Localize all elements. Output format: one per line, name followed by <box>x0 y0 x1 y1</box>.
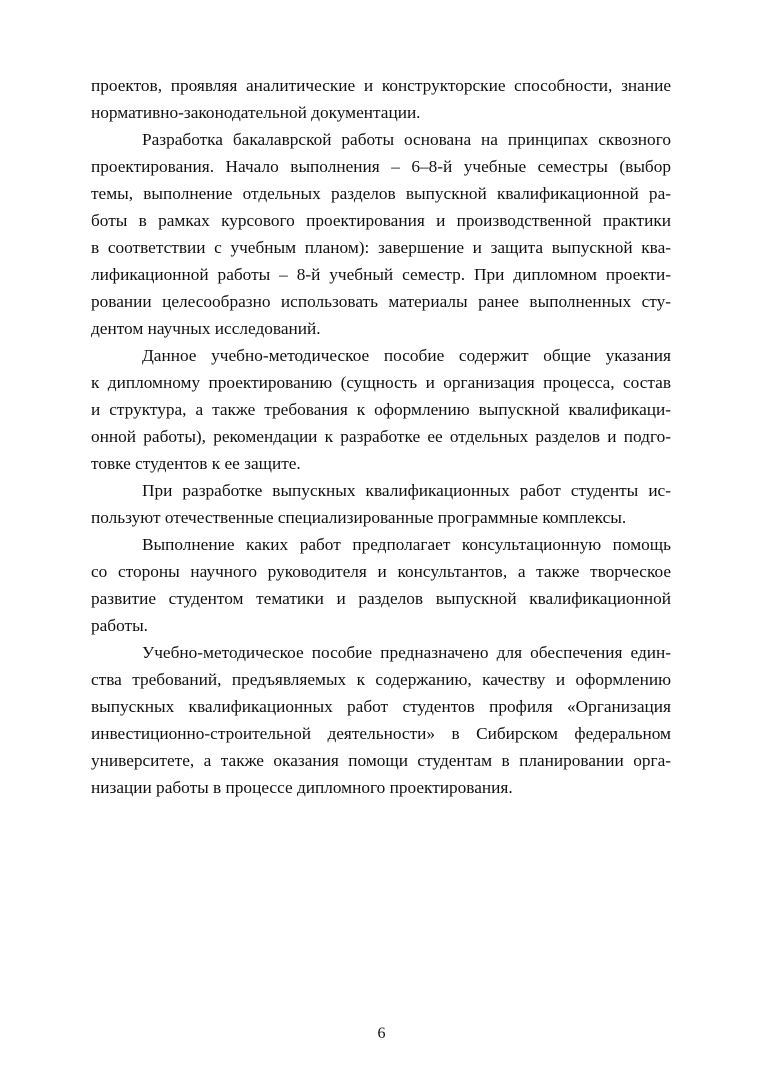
text-line: университете, а также оказания помощи студентам в планировании орга- <box>91 751 671 770</box>
text-line: Учебно-методическое пособие предназначено для обеспечения един- <box>142 643 671 662</box>
text-line: пользуют отечественные специализированные программные комплексы. <box>91 508 627 527</box>
text-line: со стороны научного руководителя и консультантов, а также творческое <box>91 562 671 581</box>
document-body <box>91 72 671 801</box>
text-line: товке студентов к ее защите. <box>91 454 301 473</box>
text-line: дентом научных исследований. <box>91 319 321 338</box>
text-line: проектов, проявляя аналитические и конструкторские способности, знание <box>91 76 671 95</box>
text-line: и структура, а также требования к оформлению выпускной квалификаци- <box>91 400 671 419</box>
text-line: При разработке выпускных квалификационных работ студенты ис- <box>142 481 671 500</box>
paragraph-manual-contents <box>91 342 671 477</box>
text-line: темы, выполнение отдельных разделов выпускной квалификационной ра- <box>91 184 671 203</box>
text-line: к дипломному проектированию (сущность и организация процесса, состав <box>91 373 671 392</box>
text-line: работы. <box>91 616 148 635</box>
text-line: проектирования. Начало выполнения – 6–8-й учебные семестры (выбор <box>91 157 671 176</box>
text-line: боты в рамках курсового проектирования и производственной практики <box>91 211 671 230</box>
text-line: выпускных квалификационных работ студентов профиля «Организация <box>91 697 671 716</box>
text-line: лификационной работы – 8-й учебный семестр. При дипломном проекти- <box>91 265 671 284</box>
text-line: Данное учебно-методическое пособие содержит общие указания <box>142 346 671 365</box>
text-line: ровании целесообразно использовать материалы ранее выполненных сту- <box>91 292 671 311</box>
text-line: низации работы в процессе дипломного проектирования. <box>91 778 513 797</box>
text-line: в соответствии с учебным планом): завершение и защита выпускной ква- <box>91 238 671 257</box>
paragraph-continuation <box>91 72 671 126</box>
paragraph-development <box>91 126 671 342</box>
paragraph-purpose <box>91 639 671 801</box>
text-line: развитие студентом тематики и разделов выпускной квалификационной <box>91 589 671 608</box>
text-line: ства требований, предъявляемых к содержанию, качеству и оформлению <box>91 670 671 689</box>
text-line: нормативно-законодательной документации. <box>91 103 421 122</box>
paragraph-consultation <box>91 531 671 639</box>
text-line: инвестиционно-строительной деятельности» в Сибирском федеральном <box>91 724 671 743</box>
paragraph-software <box>91 477 671 531</box>
text-line: онной работы), рекомендации к разработке ее отдельных разделов и подго- <box>91 427 671 446</box>
text-line: Разработка бакалаврской работы основана на принципах сквозного <box>142 130 671 149</box>
text-line: Выполнение каких работ предполагает консультационную помощь <box>142 535 671 554</box>
page-number: 6 <box>377 1025 386 1042</box>
